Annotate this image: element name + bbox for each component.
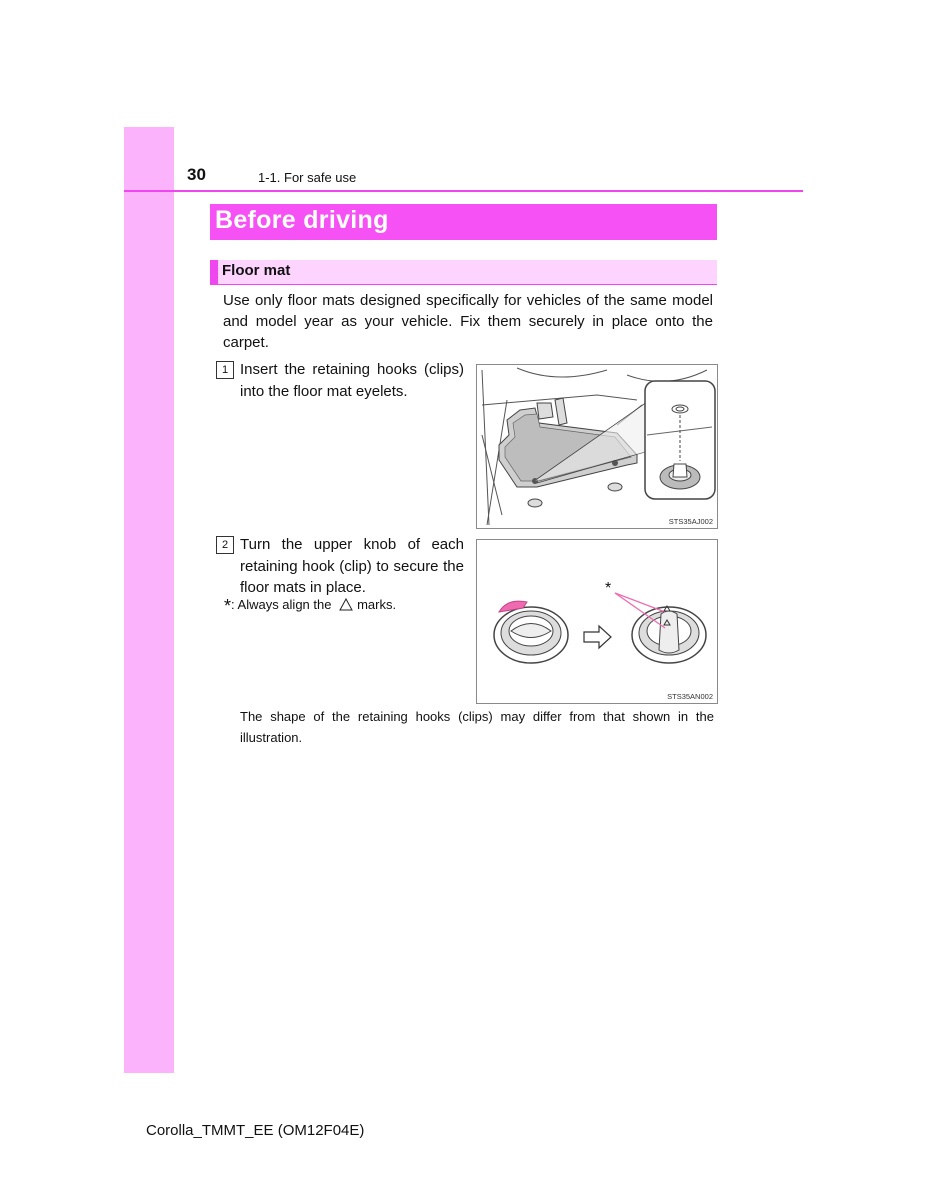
step-2-number: 2 <box>216 536 234 554</box>
subsection-title-bar <box>210 260 717 285</box>
chapter-side-tab <box>124 127 174 1073</box>
section-title-bar <box>210 204 717 240</box>
breadcrumb: 1-1. For safe use <box>258 170 357 185</box>
subsection-title: Floor mat <box>222 262 291 279</box>
step-1-number: 1 <box>216 361 234 379</box>
subsection-marker <box>210 260 218 284</box>
figure-code: STS35AN002 <box>667 692 713 701</box>
alignment-note <box>224 596 396 617</box>
note-marker: * <box>224 596 232 616</box>
figure-floor-mat-clips <box>476 364 718 529</box>
step-2-text: Turn the upper knob of each retaining hook (clip) to secure the floor mats in place. <box>240 536 464 596</box>
retaining-hook-rotation-illustration-icon <box>477 540 717 703</box>
floor-mat-clip-illustration-icon <box>477 365 717 528</box>
figure-code: STS35AJ002 <box>668 517 713 526</box>
intro-paragraph: Use only floor mats designed specifically for vehicles of the same model and model year as your vehicle. Fix them securely in place onto the carpet. <box>223 292 713 351</box>
figure-hook-rotation <box>476 539 718 704</box>
document-footer: Corolla_TMMT_EE (OM12F04E) <box>146 1122 365 1139</box>
note-suffix: marks. <box>357 597 397 612</box>
footnote: The shape of the retaining hooks (clips) may differ from that shown in the illustration. <box>240 709 714 745</box>
figure-callout-marker: * <box>605 580 612 597</box>
header-divider <box>124 190 803 192</box>
note-prefix: : Always align the <box>231 597 332 612</box>
step-1-text: Insert the retaining hooks (clips) into the floor mat eyelets. <box>240 361 464 400</box>
triangle-mark-icon <box>339 598 353 611</box>
section-title: Before driving <box>215 206 389 234</box>
page-number: 30 <box>187 165 206 184</box>
